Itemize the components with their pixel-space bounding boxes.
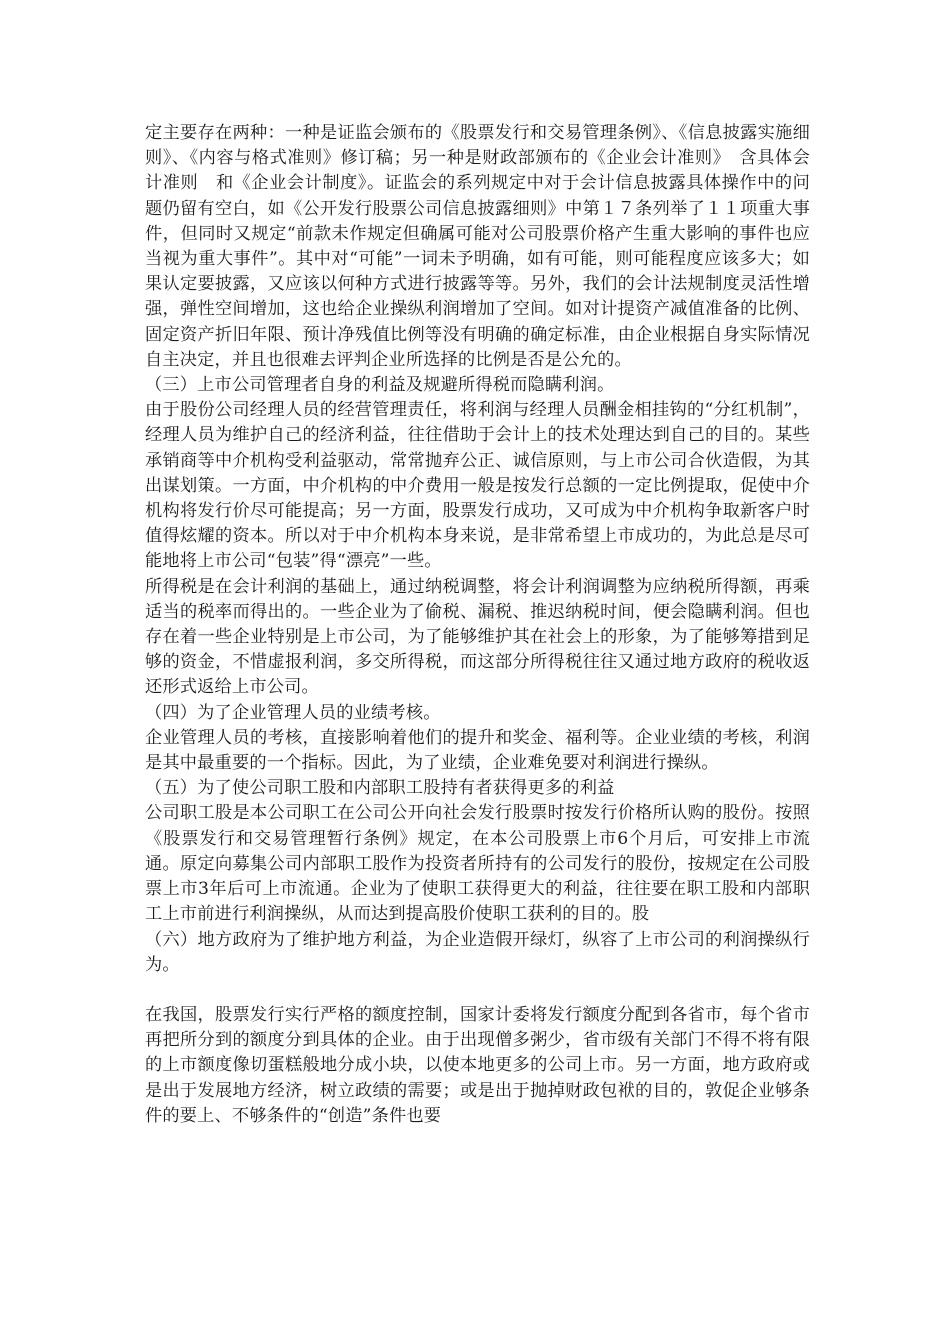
section-heading-4: （四）为了企业管理人员的业绩考核。	[145, 702, 441, 723]
paragraph-income-tax: 所得税是在会计利润的基础上，通过纳税调整，将会计利润调整为应纳税所得额，再乘适当的税率而得出的。一些企业为了偷税、漏税、推迟纳税时间，便会隐瞒利润。但也存在着一些企业特别是上市公司，为了能够维护其在社会上的形象，为了能够筹措到足够的资金，不惜虚报利润，多交所得税，而这部分所得税往往又通过地方政府的税收返还形式返给上市公司。	[145, 576, 810, 698]
paragraph-manager-interest: 由于股份公司经理人员的经营管理责任，将利润与经理人员酬金相挂钩的“分红机制”，经理人员为维护自己的经济利益，往往借助于会计上的技术处理达到自己的目的。某些承销商等中介机构受利益驱动，常常抛弃公正、诚信原则，与上市公司合伙造假，为其出谋划策。一方面，中介机构的中介费用一般是按发行总额的一定比例提取，促使中介机构将发行价尽可能提高；另一方面，股票发行成功，又可成为中介机构争取新客户时值得炫耀的资本。所以对于中介机构本身来说，是非常希望上市成功的，为此总是尽可能地将上市公司“包装”得“漂亮”一些。	[145, 400, 810, 572]
blank-line	[145, 978, 810, 1003]
paragraph-employee-shares: 公司职工股是本公司职工在公司公开向社会发行股票时按发行价格所认购的股份。按照《股票发行和交易管理暂行条例》规定，在本公司股票上市6个月后，可安排上市流通。原定向募集公司内部职工股作为投资者所持有的公司发行的股份，按规定在公司股票上市3年后可上市流通。企业为了使职工获得更大的利益，往往要在职工股和内部职工上市前进行利润操纵，从而达到提高股价使职工获利的目的。股	[145, 803, 810, 925]
section-heading-5: （五）为了使公司职工股和内部职工股持有者获得更多的利益	[145, 778, 615, 799]
paragraph-performance-review: 企业管理人员的考核，直接影响着他们的提升和奖金、福利等。企业业绩的考核，利润是其中最重要的一个指标。因此，为了业绩，企业难免要对利润进行操纵。	[145, 727, 810, 774]
section-heading-3: （三）上市公司管理者自身的利益及规避所得税而隐瞒利润。	[145, 375, 615, 396]
section-heading-6: （六）地方政府为了维护地方利益，为企业造假开绿灯，纵容了上市公司的利润操纵行为。	[145, 929, 810, 975]
paragraph-accounting-regulations: 定主要存在两种：一种是证监会颁布的《股票发行和交易管理条例》、《信息披露实施细则》、《内容与格式准则》修订稿；另一种是财政部颁布的《企业会计准则》 含具体会计准则 和《企业会计制度》。证监会的系列规定中对于会计信息披露具体操作中的问题仍留有空白，如《公开发行股票公司信息披露细则》中第１７条列举了１１项重大事件，但同时又规定“前款未作规定但确属可能对公司股票价格产生重大影响的事件也应当视为重大事件”。其中对“可能”一词未予明确，如有可能，则可能程度应该多大；如果认定要披露，又应该以何种方式进行披露等等。另外，我们的会计法规制度灵活性增强，弹性空间增加，这也给企业操纵利润增加了空间。如对计提资产减值准备的比例、固定资产折旧年限、预计净残值比例等没有明确的确定标准，由企业根据自身实际情况自主决定，并且也很难去评判企业所选择的比例是否是公允的。	[145, 123, 810, 370]
paragraph-quota-control: 在我国，股票发行实行严格的额度控制，国家计委将发行额度分配到各省市，每个省市再把所分到的额度分到具体的企业。由于出现僧多粥少，省市级有关部门不得不将有限的上市额度像切蛋糕般地分成小块，以使本地更多的公司上市。另一方面，地方政府或是出于发展地方经济，树立政绩的需要；或是出于抛掉财政包袱的目的，敦促企业够条件的要上、不够条件的“创造”条件也要	[145, 1004, 810, 1126]
document-body	[145, 121, 810, 1129]
